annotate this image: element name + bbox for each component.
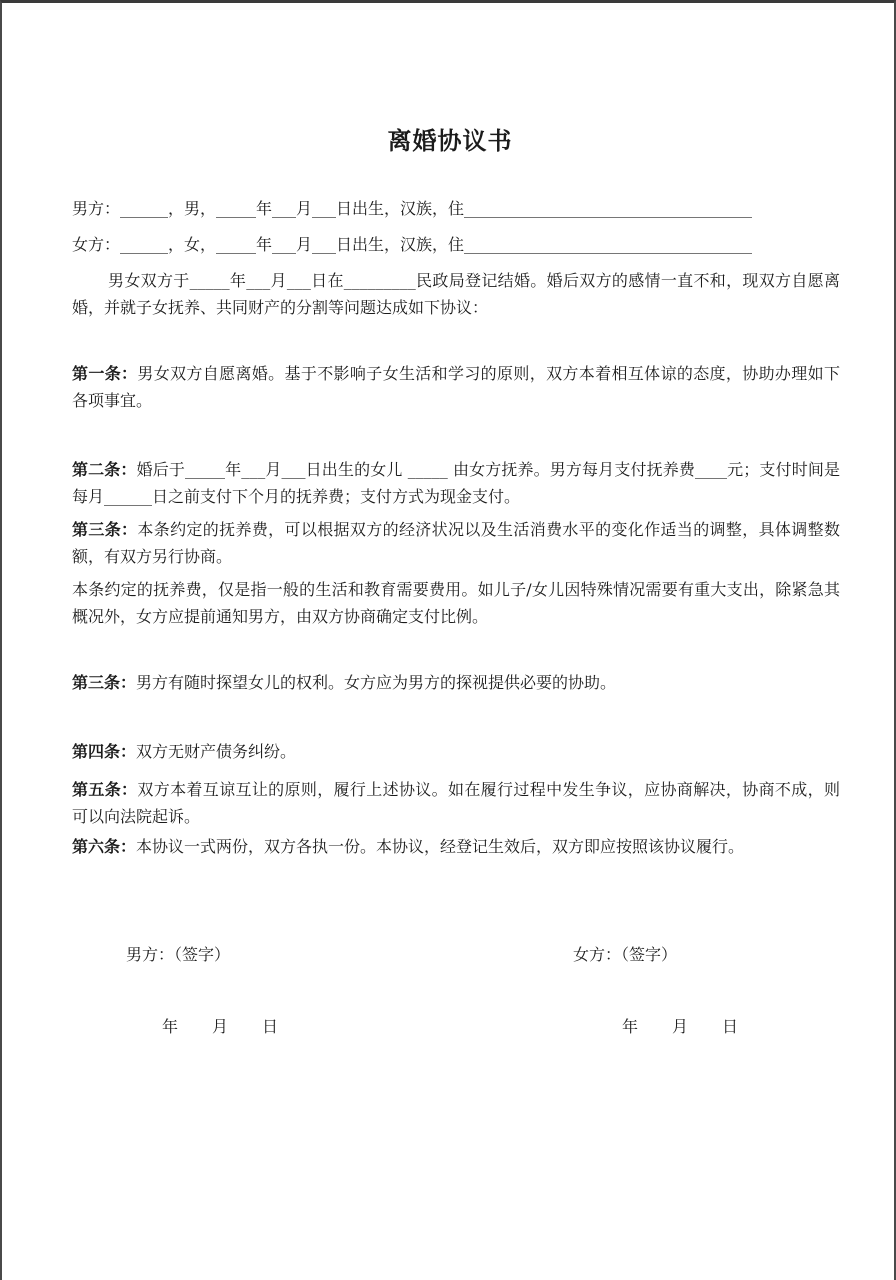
clause-4-text: 双方无财产债务纠纷。 xyxy=(136,742,297,761)
clause-3b xyxy=(72,669,840,696)
clause-3b-text: 男方有随时探望女儿的权利。女方应为男方的探视提供必要的协助。 xyxy=(136,673,617,692)
female-date-month: 月 xyxy=(672,1017,689,1036)
clause-6-label: 第六条： xyxy=(72,837,137,856)
clause-2-text: 婚后于_____年___月___日出生的女儿 _____ 由女方抚养。男方每月支付抚养费____元；支付时间是每月______日之前支付下个月的抚养费；支付方式为现金支付。 xyxy=(72,460,840,506)
clause-3a-note: 本条约定的抚养费，仅是指一般的生活和教育需要费用。如儿子/女儿因特殊情况需要有重大支出，除紧急其概况外，女方应提前通知男方，由双方协商确定支付比例。 xyxy=(72,580,840,626)
male-signature-date xyxy=(162,1014,278,1037)
clause-5-label: 第五条： xyxy=(72,780,138,799)
clause-5 xyxy=(72,776,840,830)
clause-3a xyxy=(72,516,840,570)
clause-2 xyxy=(72,456,840,510)
male-party-line: 男方：______，男，_____年___月___日出生，汉族，住____________________________________ xyxy=(72,199,753,218)
male-date-year: 年 xyxy=(162,1017,179,1036)
clause-1-text: 男女双方自愿离婚。基于不影响子女生活和学习的原则，双方本着相互体谅的态度，协助办理如下各项事宜。 xyxy=(72,364,840,410)
male-date-month: 月 xyxy=(212,1017,229,1036)
clause-2-label: 第二条： xyxy=(72,460,137,479)
female-signature-date xyxy=(622,1014,738,1037)
clause-3b-label: 第三条： xyxy=(72,673,137,692)
clause-6-text: 本协议一式两份，双方各执一份。本协议，经登记生效后，双方即应按照该协议履行。 xyxy=(136,837,745,856)
clause-3a-text: 本条约定的抚养费，可以根据双方的经济状况以及生活消费水平的变化作适当的调整，具体调整数额，有双方另行协商。 xyxy=(72,520,840,566)
clause-4-label: 第四条： xyxy=(72,742,137,761)
male-signature-label: 男方：（签字） xyxy=(126,945,231,964)
clause-6 xyxy=(72,833,840,860)
female-date-year: 年 xyxy=(622,1017,639,1036)
clause-1 xyxy=(72,360,840,414)
document-title: 离婚协议书 xyxy=(387,126,513,155)
female-signature-label: 女方：（签字） xyxy=(573,945,678,964)
intro-paragraph: 男女双方于_____年___月___日在_________民政局登记结婚。婚后双方的感情一直不和，现双方自愿离婚，并就子女抚养、共同财产的分割等问题达成如下协议： xyxy=(72,271,840,317)
clause-3a-label: 第三条： xyxy=(72,520,138,539)
male-date-day: 日 xyxy=(262,1017,279,1036)
clause-5-text: 双方本着互谅互让的原则，履行上述协议。如在履行过程中发生争议，应协商解决，协商不成，则可以向法院起诉。 xyxy=(72,780,840,826)
female-party-line: 女方：______，女，_____年___月___日出生，汉族，住____________________________________ xyxy=(72,235,753,254)
female-date-day: 日 xyxy=(722,1017,739,1036)
clause-1-label: 第一条： xyxy=(72,364,138,383)
clause-4 xyxy=(72,738,840,765)
